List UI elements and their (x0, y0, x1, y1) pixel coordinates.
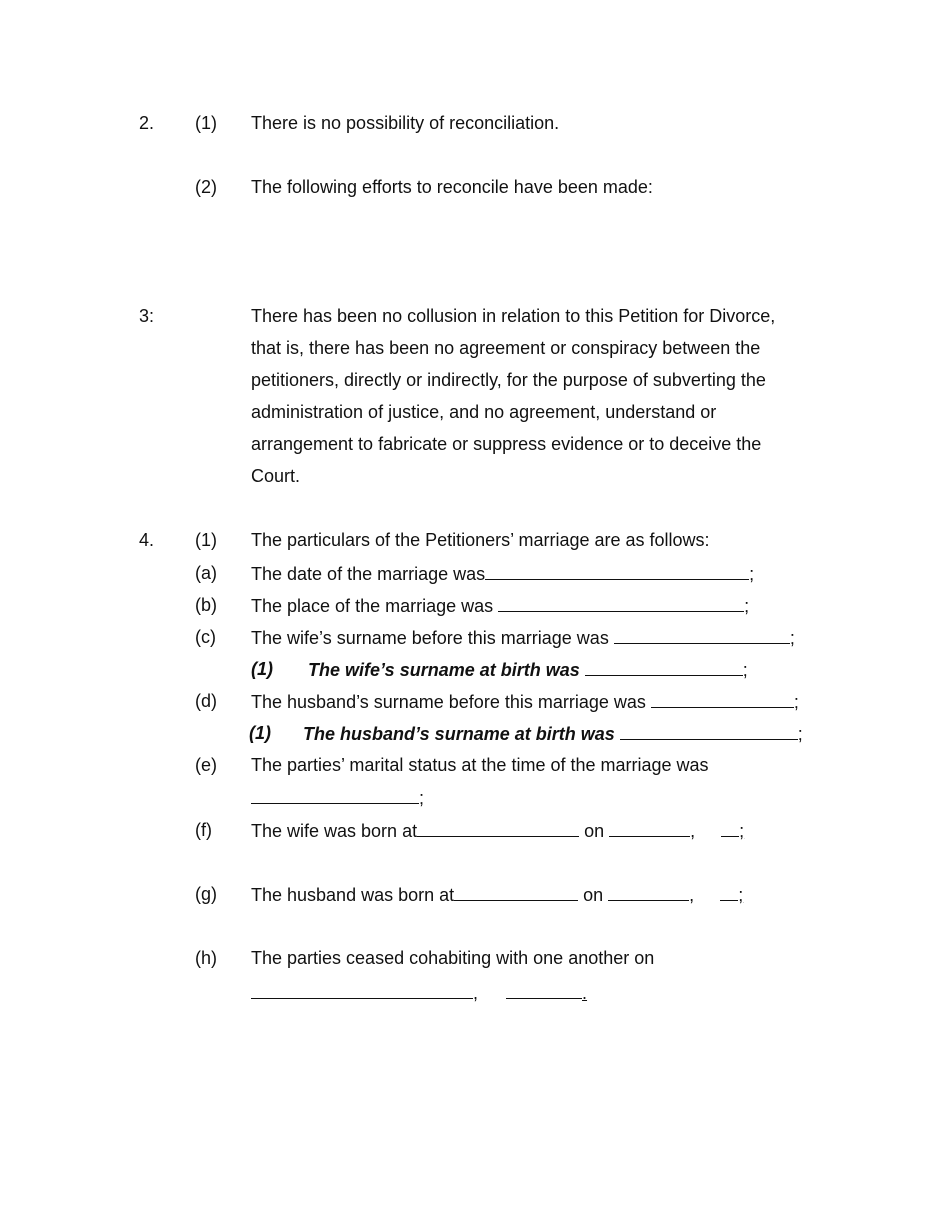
section-number: 4. (139, 530, 155, 550)
comma: , (690, 821, 696, 841)
marriage-place-row (251, 594, 749, 617)
subitem-label: (1) (251, 659, 273, 679)
marital-status-row (251, 786, 424, 809)
husband-birth-surname-field[interactable] (620, 722, 798, 740)
collusion-line: administration of justice, and no agreement, understand or (251, 402, 717, 422)
section-number: 2. (139, 113, 155, 133)
husband-surname-field[interactable] (651, 690, 794, 708)
comma: , (473, 983, 479, 1003)
item-text: The parties’ marital status at the time of the marriage was (251, 755, 709, 775)
item-text: The husband’s surname at birth was (303, 724, 620, 744)
husband-surname-row (251, 690, 799, 713)
paragraph-text: The particulars of the Petitioners’ marriage are as follows: (251, 530, 710, 550)
husband-birth-surname-row (303, 722, 803, 745)
husband-birth-row (251, 883, 743, 906)
semicolon: ; (739, 821, 745, 841)
item-text: The wife was born at (251, 821, 418, 841)
item-label: (d) (195, 691, 217, 711)
marriage-date-row (251, 562, 754, 585)
item-text: The wife’s surname before this marriage was (251, 628, 614, 648)
wife-birth-row (251, 819, 744, 842)
wife-birth-surname-row (308, 658, 748, 681)
item-label: (g) (195, 884, 217, 904)
item-text: The place of the marriage was (251, 596, 499, 616)
item-label: (e) (195, 755, 217, 775)
item-label: (h) (195, 948, 217, 968)
item-text: The date of the marriage was (251, 564, 486, 584)
period: . (582, 983, 588, 1003)
wife-birth-surname-field[interactable] (585, 658, 743, 676)
cohabitation-end-row (251, 981, 587, 1004)
marriage-date-field[interactable] (485, 562, 749, 580)
item-text: The wife’s surname at birth was (308, 660, 585, 680)
on-word: on (579, 821, 610, 841)
husband-birthdate-field[interactable] (608, 883, 689, 901)
wife-birthplace-field[interactable] (417, 819, 579, 837)
item-label: (c) (195, 627, 216, 647)
marital-status-field[interactable] (251, 786, 419, 804)
collusion-line: petitioners, directly or indirectly, for the purpose of subverting the (251, 370, 766, 390)
paragraph-label: (1) (195, 113, 217, 133)
cohabitation-end-year-field[interactable] (506, 981, 582, 999)
paragraph-text: There is no possibility of reconciliation. (251, 113, 560, 133)
collusion-line: There has been no collusion in relation to this Petition for Divorce, (251, 306, 776, 326)
item-label: (b) (195, 595, 217, 615)
item-text: The husband was born at (251, 885, 455, 905)
paragraph-label: (1) (195, 530, 217, 550)
semicolon: ; (789, 628, 795, 648)
comma: , (689, 885, 695, 905)
semicolon: ; (738, 885, 744, 905)
semicolon: ; (793, 692, 799, 712)
semicolon: ; (749, 564, 755, 584)
wife-birthdate-field[interactable] (609, 819, 690, 837)
collusion-line: that is, there has been no agreement or conspiracy between the (251, 338, 761, 358)
husband-birthyear-field[interactable] (720, 883, 738, 901)
marriage-place-field[interactable] (498, 594, 744, 612)
semicolon: ; (797, 724, 803, 744)
semicolon: ; (742, 660, 748, 680)
section-number: 3: (139, 306, 155, 326)
paragraph-text: The following efforts to reconcile have been made: (251, 177, 653, 197)
collusion-line: arrangement to fabricate or suppress evidence or to deceive the (251, 434, 762, 454)
semicolon: ; (419, 788, 425, 808)
husband-birthplace-field[interactable] (454, 883, 578, 901)
on-word: on (578, 885, 609, 905)
subitem-label: (1) (249, 723, 271, 743)
item-text: The husband’s surname before this marriage was (251, 692, 651, 712)
item-text: The parties ceased cohabiting with one another on (251, 948, 655, 968)
cohabitation-end-date-field[interactable] (251, 981, 473, 999)
semicolon: ; (744, 596, 750, 616)
paragraph-label: (2) (195, 177, 217, 197)
wife-surname-field[interactable] (614, 626, 790, 644)
item-label: (f) (195, 820, 212, 840)
collusion-line: Court. (251, 466, 301, 486)
item-label: (a) (195, 563, 217, 583)
wife-surname-row (251, 626, 795, 649)
wife-birthyear-field[interactable] (721, 819, 739, 837)
